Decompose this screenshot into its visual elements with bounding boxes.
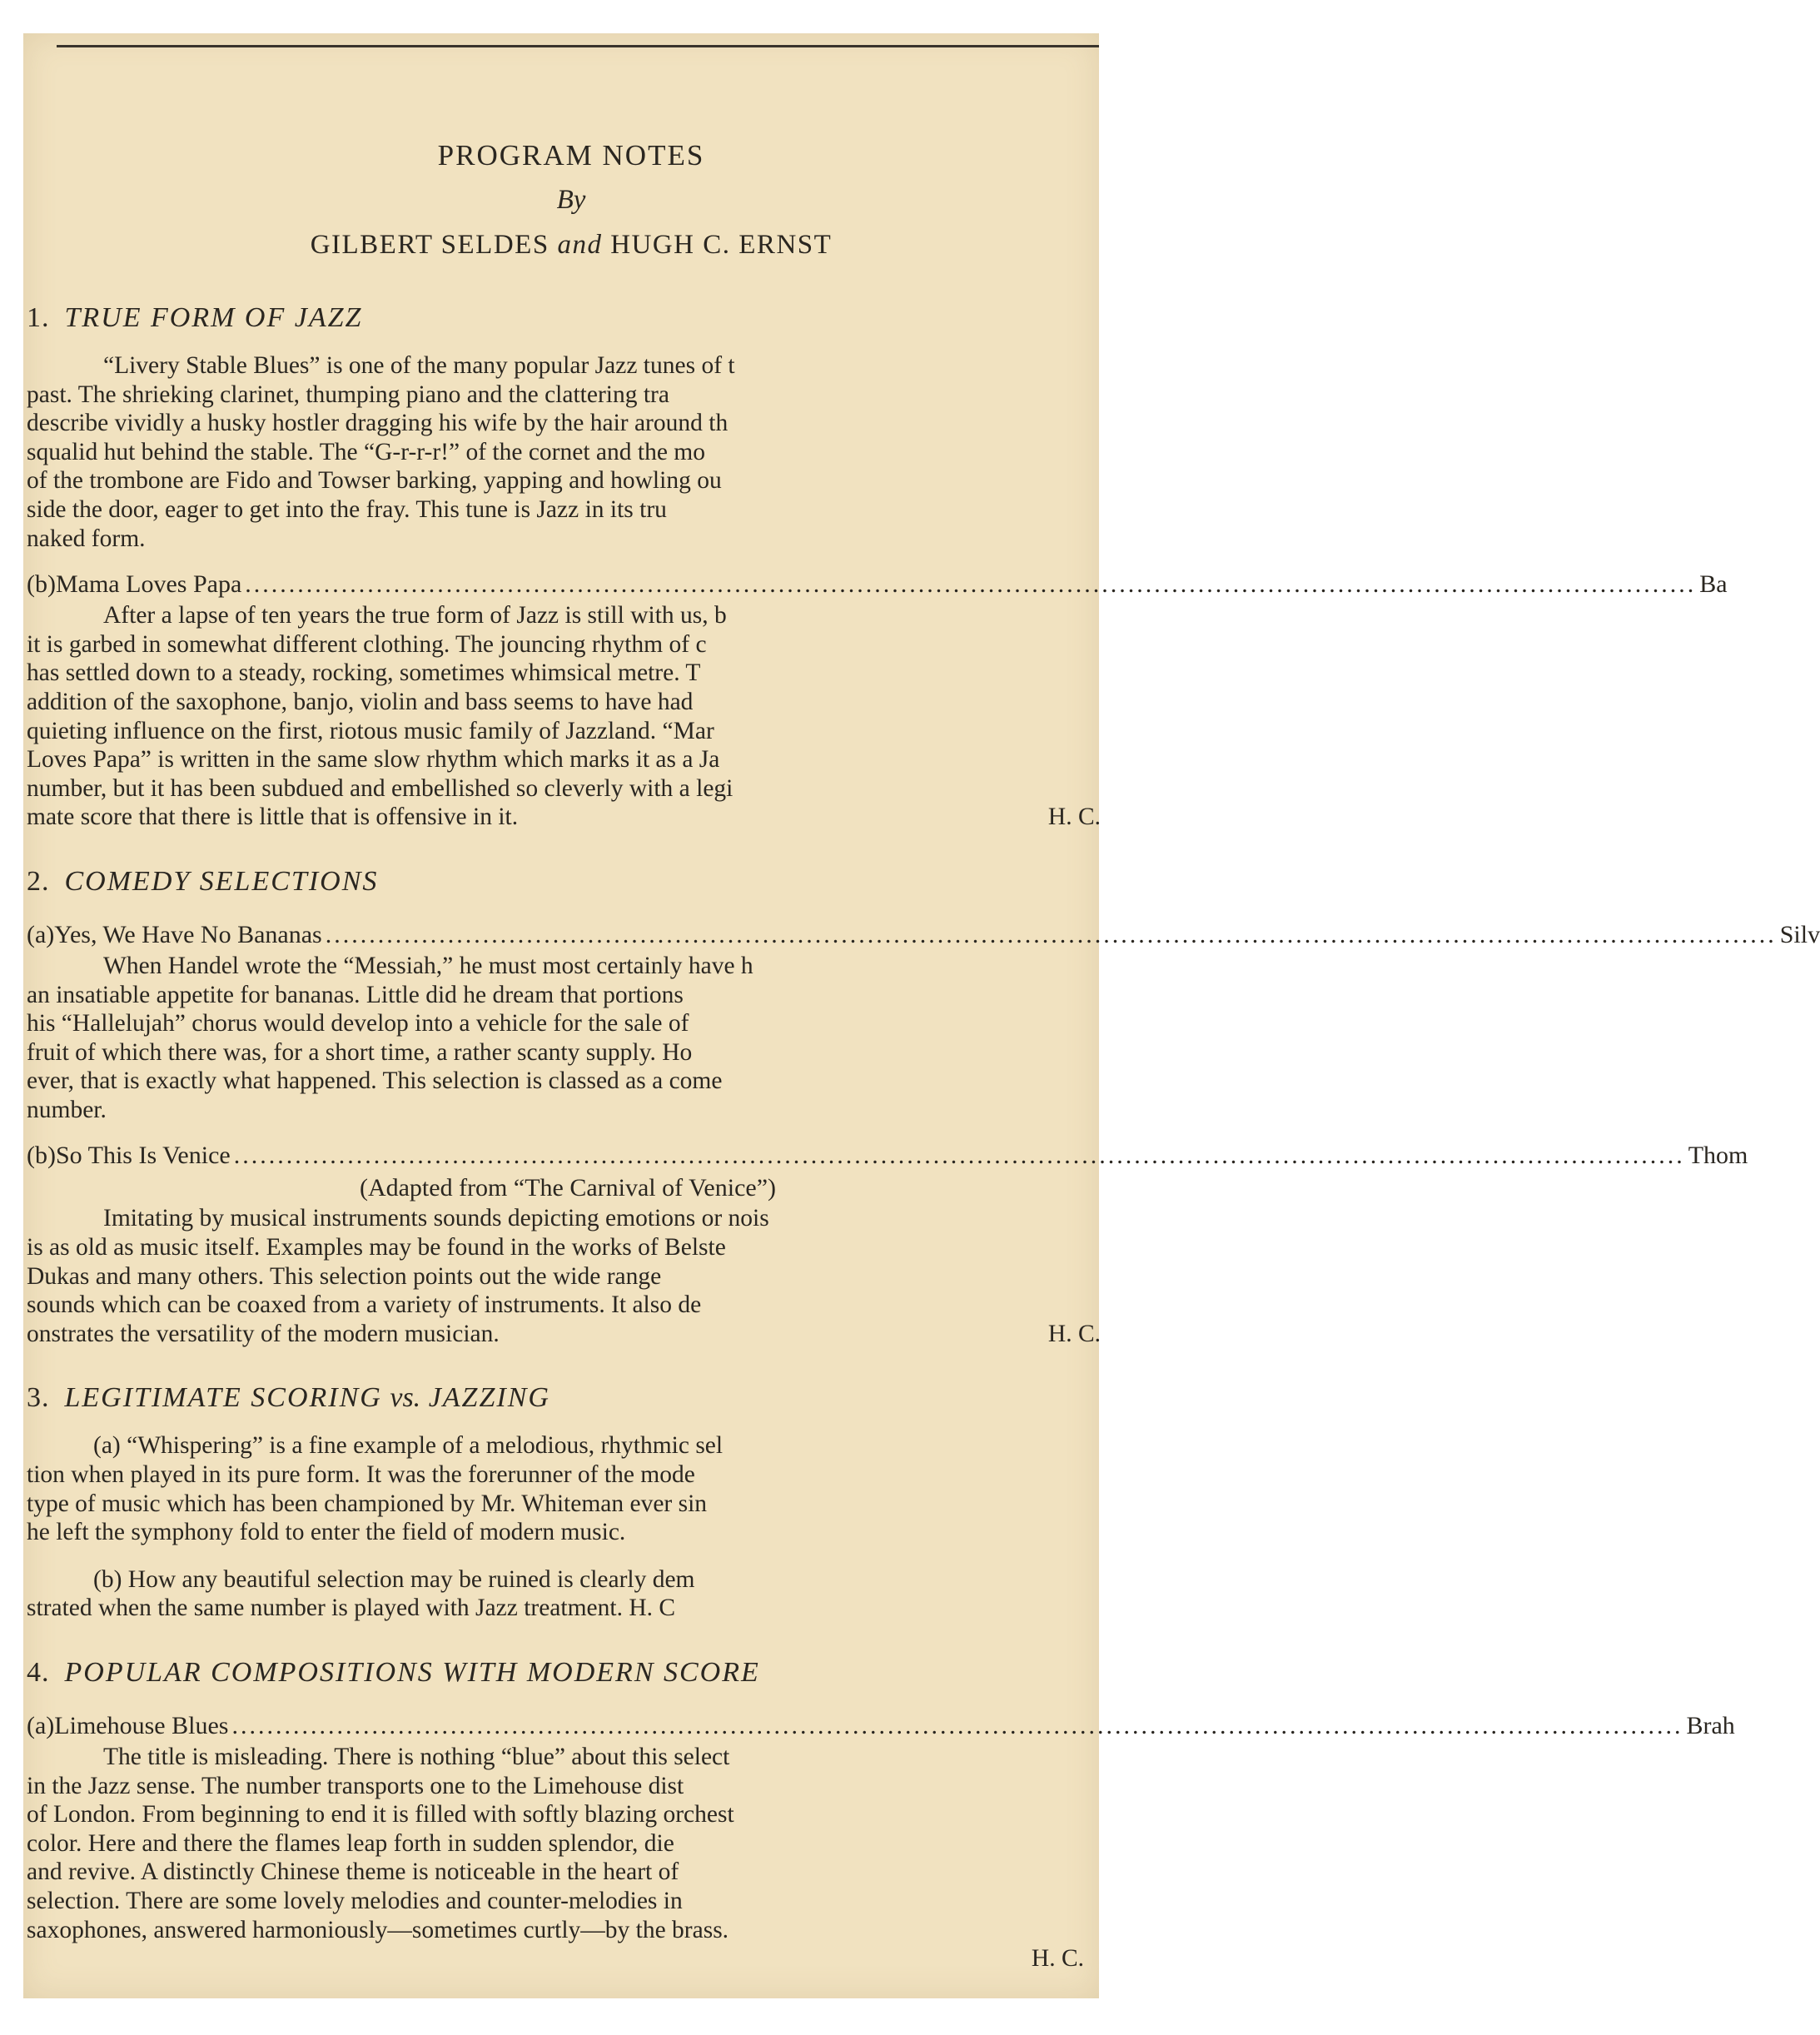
document-content — [27, 100, 1820, 1973]
section-title: POPULAR COMPOSITIONS WITH MODERN SCORE — [64, 1657, 760, 1688]
text-line: is as old as music itself. Examples may be found in the works of Belste — [27, 1234, 726, 1261]
text-line: he left the symphony fold to enter the field of modern music. — [27, 1519, 626, 1546]
text-line: of the trombone are Fido and Towser barking, yapping and howling ou — [27, 467, 722, 495]
text-line-with-signature — [27, 1320, 1109, 1349]
section-heading-2 — [27, 860, 1109, 903]
item-composer: Ba — [1699, 570, 1728, 599]
leader-dots — [231, 1709, 1683, 1743]
signature: H. C. — [1047, 804, 1101, 831]
text-line: ever, that is exactly what happened. This selection is classed as a come — [27, 1067, 723, 1095]
text-line: Imitating by musical instruments sounds depicting emotions or nois — [103, 1205, 769, 1232]
item-name: So This Is Venice — [55, 1142, 231, 1170]
item-description — [27, 952, 1109, 1125]
item-composer: Brah — [1686, 1712, 1735, 1739]
text-line: color. Here and there the flames leap forth in sudden splendor, die — [27, 1829, 674, 1857]
item-label: (b) — [27, 570, 56, 599]
item-label: (a) — [27, 920, 55, 948]
program-item-limehouse-blues — [27, 1709, 1735, 1743]
text-line: tion when played in its pure form. It was the forerunner of the mode — [27, 1461, 695, 1489]
section-3-para-a — [27, 1431, 1109, 1546]
text-line: saxophones, answered harmoniously—sometimes curtly—by the brass. — [27, 1916, 729, 1943]
text-line: addition of the saxophone, banjo, violin and bass seems to have had — [27, 688, 694, 715]
section-heading-4 — [27, 1651, 1109, 1694]
item-composer: Silv — [1779, 920, 1820, 948]
item-name: Limehouse Blues — [54, 1712, 229, 1739]
item-description — [27, 601, 1109, 832]
section-title-end: JAZZING — [428, 1382, 550, 1414]
text-line: side the door, eager to get into the fray. This tune is Jazz in its tru — [27, 495, 667, 523]
section-number: 4. — [27, 1657, 50, 1688]
leader-dots — [234, 1139, 1685, 1172]
text-line: strated when the same number is played with Jazz treatment. H. C — [27, 1595, 676, 1622]
text-line: naked form. — [27, 525, 146, 552]
top-rule — [57, 45, 1099, 47]
item-composer: Thom — [1688, 1142, 1748, 1170]
author-2: HUGH C. ERNST — [610, 230, 833, 260]
section-heading-3 — [27, 1376, 1109, 1420]
section-title: COMEDY SELECTIONS — [64, 865, 379, 897]
by-line: By — [556, 185, 586, 215]
text-line: type of music which has been championed by Mr. Whiteman ever sin — [27, 1490, 708, 1517]
text-line: in the Jazz sense. The number transports one to the Limehouse dist — [27, 1772, 684, 1799]
signature: H. C. — [1031, 1945, 1084, 1973]
section-title: TRUE FORM OF JAZZ — [64, 302, 363, 333]
authors-line — [13, 221, 1129, 268]
text-line: and revive. A distinctly Chinese theme is noticeable in the heart of — [27, 1858, 679, 1886]
item-description — [27, 1204, 1109, 1348]
item-label: (b) — [27, 1142, 56, 1170]
text-line: When Handel wrote the “Messiah,” he must most certainly have h — [103, 952, 753, 979]
document-title: PROGRAM NOTES — [437, 139, 705, 172]
text-line: it is garbed in somewhat different clothing. The jouncing rhythm of c — [27, 630, 707, 658]
document-header — [13, 133, 1129, 268]
text-line: (b) How any beautiful selection may be ruined is clearly dem — [93, 1565, 695, 1593]
text-line: describe vividly a husky hostler dragging his wife by the hair around th — [27, 410, 728, 437]
text-line: selection. There are some lovely melodies and counter-melodies in — [27, 1887, 683, 1914]
program-notes-page — [23, 33, 1820, 1998]
section-number: 1. — [27, 302, 50, 333]
text-line: an insatiable appetite for bananas. Little did he dream that portions — [27, 981, 684, 1008]
item-description — [27, 1743, 1109, 1973]
author-1: GILBERT SELDES — [310, 230, 549, 260]
item-name: Yes, We Have No Bananas — [54, 920, 322, 948]
program-item-bananas — [27, 918, 1820, 952]
text-line: fruit of which there was, for a short time, a rather scanty supply. Ho — [27, 1038, 693, 1066]
text-line: mate score that there is little that is offensive in it. — [27, 804, 519, 831]
text-line: The title is misleading. There is nothing “blue” about this select — [103, 1744, 730, 1770]
leader-dots — [326, 918, 1777, 952]
text-line: onstrates the versatility of the modern musician. — [27, 1320, 500, 1347]
author-conjunction: and — [557, 230, 603, 260]
section-number: 3. — [27, 1382, 50, 1414]
section-heading-1 — [27, 296, 1109, 340]
signature: H. C. — [1047, 1320, 1101, 1347]
section-1-intro — [27, 351, 1109, 553]
text-line: squalid hut behind the stable. The “G-r-r-r!” of the cornet and the mo — [27, 438, 705, 465]
program-item-mama-loves-papa — [27, 568, 1728, 601]
text-line: sounds which can be coaxed from a variety of instruments. It also de — [27, 1291, 702, 1319]
text-line: his “Hallelujah” chorus would develop into a vehicle for the sale of — [27, 1010, 689, 1037]
text-line: “Livery Stable Blues” is one of the many popular Jazz tunes of t — [103, 352, 735, 379]
leader-dots — [245, 568, 1696, 601]
text-line: After a lapse of ten years the true form of Jazz is still with us, b — [103, 602, 727, 629]
text-line: Loves Papa” is written in the same slow rhythm which marks it as a Ja — [27, 746, 720, 774]
text-line: Dukas and many others. This selection points out the wide range — [27, 1262, 662, 1290]
section-number: 2. — [27, 865, 50, 897]
text-line: past. The shrieking clarinet, thumping piano and the clattering tra — [27, 381, 669, 408]
text-line-with-signature — [27, 803, 1109, 832]
item-name: Mama Loves Papa — [55, 570, 242, 599]
text-line: number, but it has been subdued and embellished so cleverly with a legi — [27, 774, 733, 802]
text-line: (a) “Whispering” is a fine example of a melodious, rhythmic sel — [93, 1432, 724, 1460]
section-title-vs: vs. — [390, 1382, 421, 1414]
text-line: has settled down to a steady, rocking, sometimes whimsical metre. T — [27, 659, 701, 687]
text-line: quieting influence on the first, riotous music family of Jazzland. “Mar — [27, 717, 714, 744]
item-label: (a) — [27, 1712, 55, 1739]
text-line: number. — [27, 1096, 107, 1123]
section-title: LEGITIMATE SCORING — [64, 1382, 382, 1414]
adapted-note: (Adapted from “The Carnival of Venice”) — [359, 1174, 777, 1202]
text-line: of London. From beginning to end it is filled with softly blazing orchest — [27, 1801, 734, 1829]
program-item-venice — [27, 1139, 1748, 1172]
section-3-para-b — [27, 1565, 1109, 1623]
